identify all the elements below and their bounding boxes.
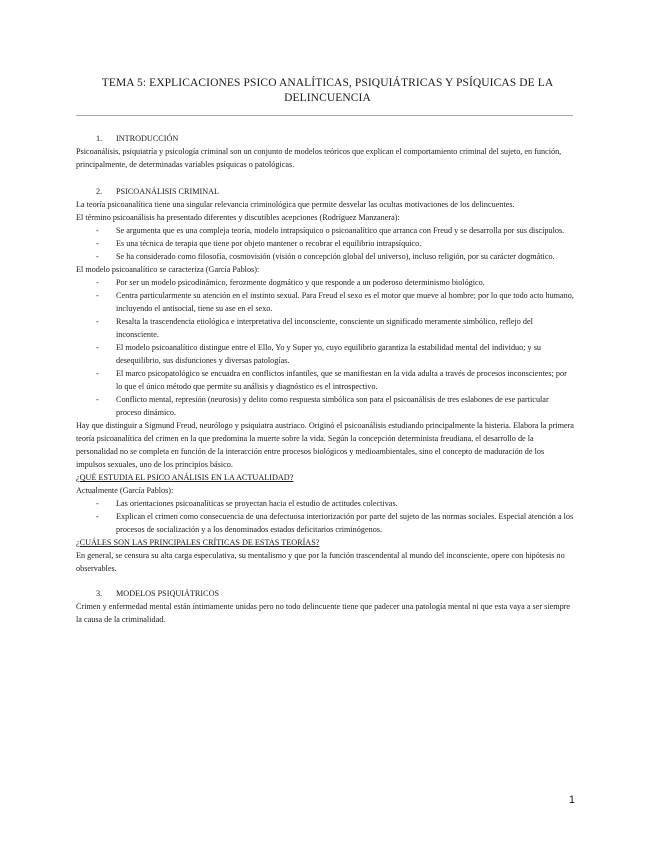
paragraph: El término psicoanálisis ha presentado diferentes y discutibles acepciones (Rodríguez Manzanera): xyxy=(76,213,400,222)
title-divider xyxy=(76,115,573,116)
question-heading: ¿CUÁLES SON LAS PRINCIPALES CRÍTICAS DE ESTAS TEORÍAS? xyxy=(76,538,320,547)
paragraph: Psicoanálisis, psiquiatría y psicología criminal son un conjunto de modelos teóricos que explican el comportamiento criminal del sujeto, en función, principalmente, de determinadas variables psíquicas o patológicas. xyxy=(76,147,562,169)
bullet-list xyxy=(76,497,574,536)
list-item: - Se argumenta que es una compleja teoría, modelo intrapsíquico o psicoanalítico que arranca con Freud y se desarrolla por sus discípulos. xyxy=(96,226,565,235)
section-number: 1. xyxy=(96,134,103,143)
section-heading-psicoanalisis xyxy=(76,185,574,198)
section-title: PSICOANÁLISIS CRIMINAL xyxy=(116,187,220,196)
list-item: - Centra particularmente su atención en el instinto sexual. Para Freud el sexo es el motor que mueve al hombre; por lo que todo acto humano, incluyendo el antisocial, tiene su ase en el sexo. xyxy=(96,291,574,313)
list-item: - Resalta la trascendencia etiológica e interpretativa del inconsciente, consciente un significado meramente simbólico, reflejo del inconsciente. xyxy=(96,317,533,339)
list-item: - Las orientaciones psicoanalíticas se proyectan hacia el estudio de actitudes colectivas. xyxy=(96,499,398,508)
section-title: MODELOS PSIQUIÁTRICOS xyxy=(116,589,220,598)
bullet-list xyxy=(76,224,574,263)
paragraph: Actualmente (García Pablos): xyxy=(76,486,174,495)
question-heading: ¿QUÉ ESTUDIA EL PSICO ANÁLISIS EN LA ACTUALIDAD? xyxy=(76,473,294,482)
paragraph: La teoría psicoanalítica tiene una singular relevancia criminológica que permite desvelar las ocultas motivaciones de los delincuentes. xyxy=(76,200,515,209)
list-item: - El modelo psicoanalítico distingue entre el Ello, Yo y Super yo, cuyo equilibrio garantiza la estabilidad mental del individuo; y su desequilibrio, sus disfunciones y diversas patologías. xyxy=(96,343,541,365)
document-title: TEMA 5: EXPLICACIONES PSICO ANALÍTICAS, PSIQUIÁTRICAS Y PSÍQUICAS DE LA DELINCUENCIA xyxy=(101,77,554,104)
list-item: - Por ser un modelo psicodinámico, ferozmente dogmático y que responde a un poderoso determinismo biológico. xyxy=(96,278,485,287)
bullet-list xyxy=(76,276,574,419)
list-item: - Se ha considerado como filosofía, cosmovisión (visión o concepción global del universo), incluso religión, por su carácter dogmático. xyxy=(96,252,555,261)
document-body xyxy=(76,132,574,626)
section-heading-introduccion xyxy=(76,132,574,145)
paragraph: Hay que distinguir a Sigmund Freud, neurólogo y psiquiatra austriaco. Originó el psicoanálisis estudiando principalmente la histeria. Elabora la primera teoría psicoanalítica del crimen en la que predomina la muerte sobre la vida. Según la concepción determinista freudiana, el desarrollo de la personalidad no se completa en función de la interacción entre procesos biológicos y medioambientales, sino el concepto de maduración de los impulsos sexuales, uno de los principios básico. xyxy=(76,421,574,469)
paragraph: El modelo psicoanalítico se caracteriza (García Pablos): xyxy=(76,265,260,274)
page-number: 1 xyxy=(568,794,575,806)
paragraph: Crimen y enfermedad mental están íntimamente unidas pero no todo delincuente tiene que padecer una patología mental ni que esta vaya a ser siempre la causa de la criminalidad. xyxy=(76,602,571,624)
section-number: 2. xyxy=(96,187,103,196)
list-item: - Explican el crimen como consecuencia de una defectuosa interiorización por parte del sujeto de las normas sociales. Especial atención a los procesos de socialización y a los denominados estados deficitarios criminógenos. xyxy=(96,512,574,534)
section-number: 3. xyxy=(96,589,103,598)
section-heading-modelos-psiquiatricos xyxy=(76,587,574,600)
section-title: INTRODUCCIÓN xyxy=(116,134,179,143)
list-item: - Es una técnica de terapia que tiene por objeto mantener o recobrar el equilibrio intrapsíquico. xyxy=(96,239,422,248)
paragraph: En general, se censura su alta carga especulativa, su mentalismo y que por la función trascendental al mundo del inconsciente, opere con hipótesis no observables. xyxy=(76,551,565,573)
list-item: - Conflicto mental, represión (neurosis) y delito como respuesta simbólica son para el psicoanálisis de tres eslabones de ese particular proceso dinámico. xyxy=(96,395,549,417)
list-item: - El marco psicopatológico se encuadra en conflictos infantiles, que se manifiestan en la vida adulta a través de procesos inconscientes; por lo que el único método que permite su análisis y diagnóstico es el introspectivo. xyxy=(96,369,567,391)
